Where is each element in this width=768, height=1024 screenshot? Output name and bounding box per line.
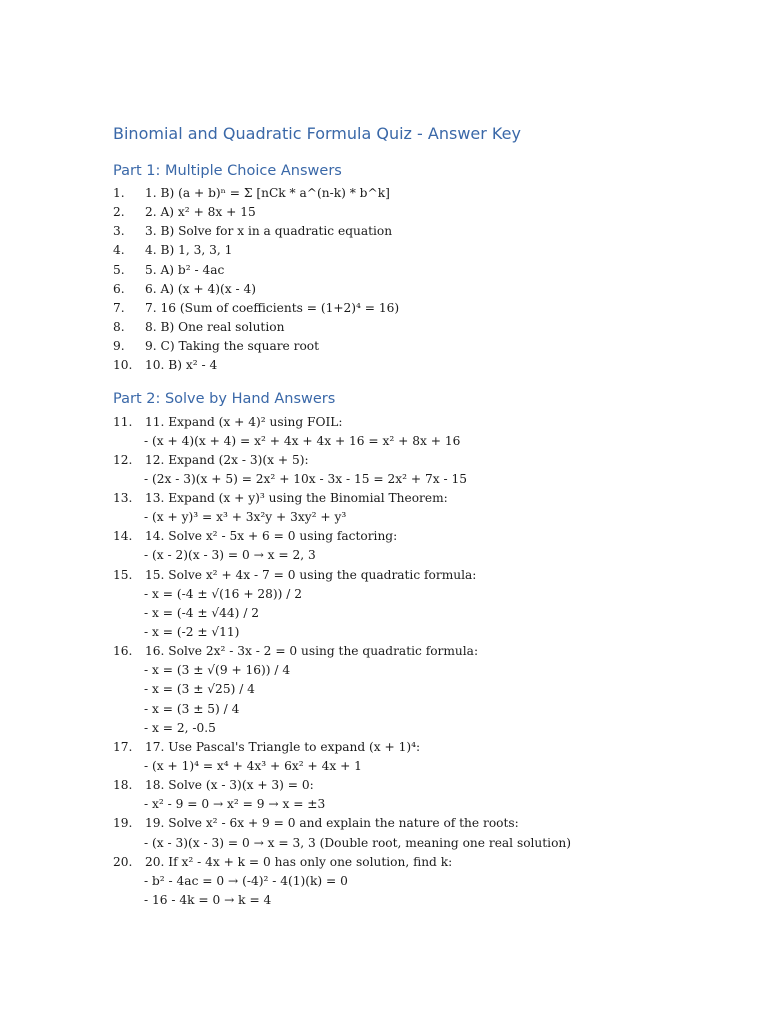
- answer-text: 14. Solve x² - 5x + 6 = 0 using factoring:: [145, 529, 398, 544]
- answer-number: 18.: [113, 778, 133, 793]
- answer-item: [113, 527, 753, 546]
- answer-text: 18. Solve (x - 3)(x + 3) = 0:: [145, 778, 314, 793]
- answer-text: 20. If x² - 4x + k = 0 has only one solution, find k:: [145, 854, 453, 869]
- part2-answer-list: [113, 413, 753, 911]
- answer-text: 3. B) Solve for x in a quadratic equation: [145, 224, 393, 239]
- answer-text: 1. B) (a + b)ⁿ = Σ [nCk * a^(n-k) * b^k]: [145, 186, 390, 200]
- answer-item: [113, 853, 753, 872]
- answer-number: 13.: [113, 491, 133, 506]
- answer-step: - x = 2, -0.5: [144, 720, 216, 735]
- answer-number: 6.: [113, 281, 125, 296]
- answer-number: 8.: [113, 319, 125, 334]
- answer-text: 13. Expand (x + y)³ using the Binomial Theorem:: [145, 491, 448, 506]
- answer-number: 15.: [113, 567, 133, 582]
- answer-step: - (x + y)³ = x³ + 3x²y + 3xy² + y³: [144, 510, 347, 525]
- answer-step: - x² - 9 = 0 → x² = 9 → x = ±3: [144, 797, 326, 812]
- answer-step: - x = (3 ± √25) / 4: [144, 682, 255, 697]
- answer-item: [113, 413, 753, 432]
- answer-step: - b² - 4ac = 0 → (-4)² - 4(1)(k) = 0: [144, 873, 348, 888]
- part1-heading: Part 1: Multiple Choice Answers: [113, 163, 342, 179]
- answer-text: 7. 16 (Sum of coefficients = (1+2)⁴ = 16): [145, 300, 400, 315]
- answer-item: [113, 489, 753, 508]
- answer-step: - x = (3 ± √(9 + 16)) / 4: [144, 663, 291, 678]
- answer-item: [113, 222, 753, 241]
- answer-item: [113, 337, 753, 356]
- answer-text: 10. B) x² - 4: [145, 358, 218, 373]
- answer-number: 20.: [113, 854, 133, 869]
- answer-step: - x = (-4 ± √44) / 2: [144, 605, 260, 620]
- answer-step: - x = (-2 ± √11): [144, 625, 240, 640]
- answer-number: 10.: [113, 358, 133, 373]
- answer-step: - x = (-4 ± √(16 + 28)) / 2: [144, 586, 303, 601]
- answer-number: 9.: [113, 339, 125, 354]
- answer-item: [113, 356, 753, 375]
- answer-number: 3.: [113, 224, 125, 239]
- answer-step: - (x + 4)(x + 4) = x² + 4x + 4x + 16 = x² + 8x + 16: [144, 433, 461, 448]
- answer-text: 16. Solve 2x² - 3x - 2 = 0 using the quadratic formula:: [145, 644, 479, 659]
- answer-text: 15. Solve x² + 4x - 7 = 0 using the quadratic formula:: [145, 567, 477, 582]
- answer-number: 12.: [113, 452, 133, 467]
- answer-text: 9. C) Taking the square root: [145, 339, 320, 354]
- answer-step: - (x + 1)⁴ = x⁴ + 4x³ + 6x² + 4x + 1: [144, 759, 362, 774]
- answer-text: 17. Use Pascal's Triangle to expand (x + 1)⁴:: [145, 739, 421, 754]
- answer-item: [113, 241, 753, 260]
- answer-item: [113, 203, 753, 222]
- answer-text: 5. A) b² - 4ac: [145, 262, 225, 277]
- answer-step: - (x - 3)(x - 3) = 0 → x = 3, 3 (Double root, meaning one real solution): [144, 835, 572, 850]
- part2-heading: Part 2: Solve by Hand Answers: [113, 391, 336, 407]
- answer-text: 19. Solve x² - 6x + 9 = 0 and explain the nature of the roots:: [145, 816, 519, 831]
- answer-item: [113, 642, 753, 661]
- answer-number: 11.: [113, 414, 133, 429]
- answer-number: 5.: [113, 262, 125, 277]
- answer-number: 2.: [113, 205, 125, 220]
- answer-step: - (x - 2)(x - 3) = 0 → x = 2, 3: [144, 548, 316, 563]
- answer-number: 7.: [113, 300, 125, 315]
- answer-text: 11. Expand (x + 4)² using FOIL:: [145, 414, 343, 429]
- answer-text: 6. A) (x + 4)(x - 4): [145, 281, 257, 296]
- answer-number: 1.: [113, 186, 125, 200]
- answer-step: - x = (3 ± 5) / 4: [144, 701, 240, 716]
- answer-item: [113, 184, 753, 203]
- answer-number: 16.: [113, 644, 133, 659]
- answer-item: [113, 451, 753, 470]
- answer-text: 12. Expand (2x - 3)(x + 5):: [145, 452, 309, 467]
- answer-step: - 16 - 4k = 0 → k = 4: [144, 893, 272, 908]
- answer-item: [113, 776, 753, 795]
- part1-answer-list: [113, 184, 753, 375]
- document-title: Binomial and Quadratic Formula Quiz - Answer Key: [113, 124, 521, 143]
- answer-text: 4. B) 1, 3, 3, 1: [145, 243, 233, 258]
- answer-item: [113, 566, 753, 585]
- answer-item: [113, 814, 753, 833]
- answer-text: 8. B) One real solution: [145, 319, 285, 334]
- answer-step: - (2x - 3)(x + 5) = 2x² + 10x - 3x - 15 = 2x² + 7x - 15: [144, 471, 467, 486]
- answer-number: 14.: [113, 529, 133, 544]
- answer-number: 19.: [113, 816, 133, 831]
- answer-number: 17.: [113, 739, 133, 754]
- answer-number: 4.: [113, 243, 125, 258]
- answer-item: [113, 280, 753, 299]
- answer-item: [113, 318, 753, 337]
- answer-item: [113, 738, 753, 757]
- answer-item: [113, 299, 753, 318]
- answer-text: 2. A) x² + 8x + 15: [145, 205, 256, 220]
- answer-item: [113, 261, 753, 280]
